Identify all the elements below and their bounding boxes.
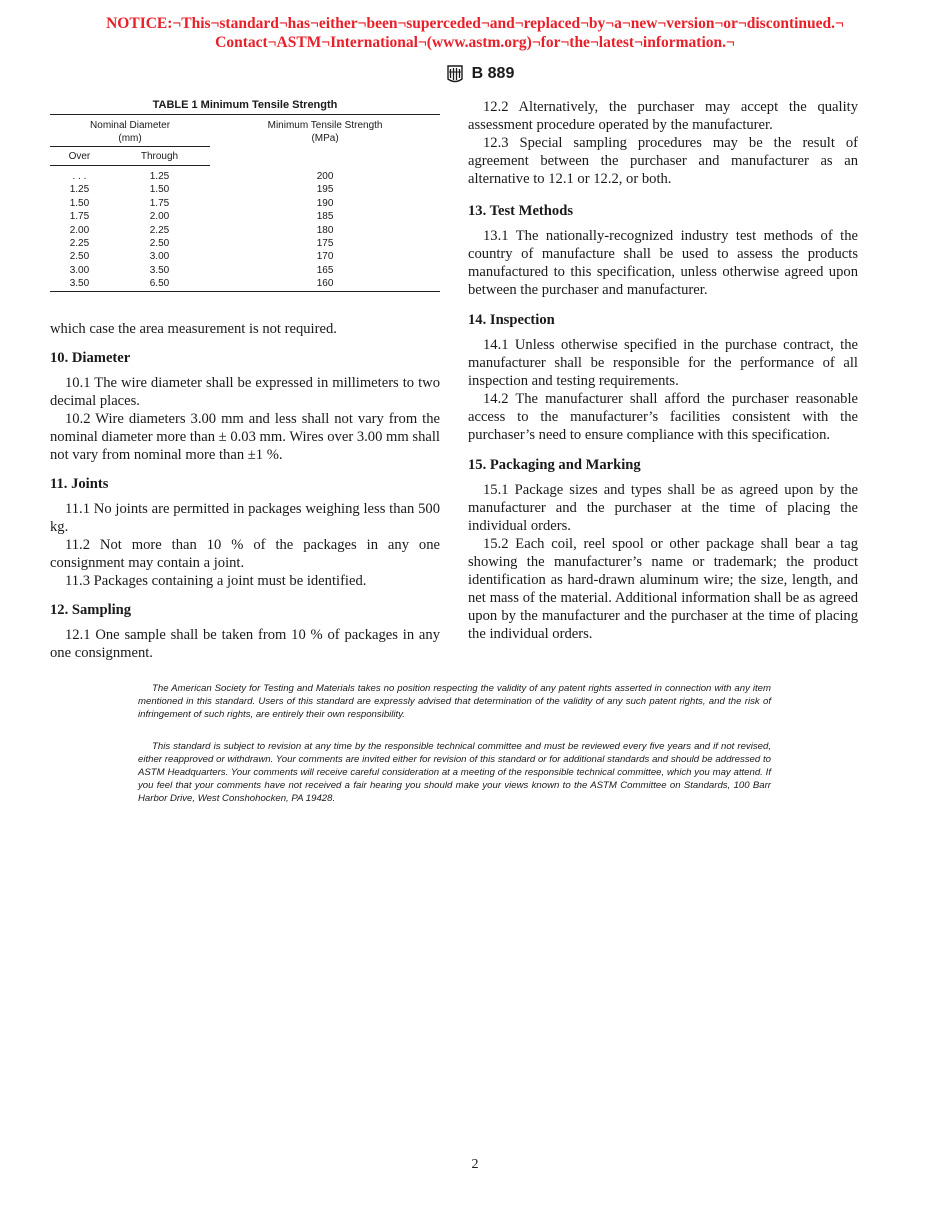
strength-cell: 185	[316, 211, 334, 223]
section-14-heading: 14. Inspection	[468, 312, 555, 328]
right-column	[468, 98, 858, 643]
standard-designation: B 889	[471, 65, 515, 82]
strength-cell: 165	[316, 264, 334, 276]
left-column	[50, 96, 440, 662]
through-cell: 2.50	[149, 237, 170, 249]
table-row	[50, 264, 440, 277]
through-cell: 2.00	[149, 211, 170, 223]
over-cell: 1.25	[69, 184, 90, 196]
strength-cell: 160	[210, 277, 440, 292]
table-row	[50, 183, 440, 196]
section-12-heading: 12. Sampling	[50, 602, 132, 619]
strength-cell: 180	[316, 224, 334, 236]
over-cell: 3.00	[69, 264, 90, 276]
paragraph-14-2: 14.2 The manufacturer shall afford the purchaser reasonable access to the manufacturer’s facilities consistent with the purchaser’s need to ensure compliance with this specification.	[468, 391, 858, 443]
through-cell: 1.50	[149, 184, 170, 196]
footnotes	[138, 682, 771, 806]
paragraph-12-1: 12.1 One sample shall be taken from 10 % of packages in any one consignment.	[50, 627, 440, 662]
astm-logo-icon	[444, 63, 466, 85]
paragraph-11-3: 11.3 Packages containing a joint must be identified.	[65, 573, 367, 590]
strength-cell: 170	[316, 251, 334, 263]
tensile-table	[50, 114, 440, 292]
notice-line-1: NOTICE:¬This¬standard¬has¬either¬been¬superceded¬and¬replaced¬by¬a¬new¬version¬or¬discontinued.¬	[106, 15, 844, 32]
over-header: Over	[50, 146, 109, 165]
through-cell: 1.25	[149, 170, 170, 182]
paragraph-11-1: 11.1 No joints are permitted in packages weighing less than 500 kg.	[50, 501, 440, 536]
over-cell: 2.25	[69, 237, 90, 249]
patent-footnote: The American Society for Testing and Materials takes no position respecting the validity of any patent rights asserted in connection with any item mentioned in this standard. Users of this standard are expressly advised that determination of the validity of any such patent rights, and the risk of infringement of such rights, are entirely their own responsibility.	[138, 683, 771, 721]
table-row	[50, 210, 440, 223]
nominal-diameter-header: Nominal Diameter (mm)	[50, 115, 210, 147]
section-13-heading: 13. Test Methods	[468, 203, 574, 219]
notice-banner	[0, 14, 950, 52]
over-cell: 2.50	[69, 251, 90, 263]
over-cell: 1.75	[69, 211, 90, 223]
page-header	[0, 63, 950, 90]
strength-cell: 195	[316, 184, 334, 196]
paragraph-13-1: 13.1 The nationally-recognized industry test methods of the country of manufacture shall be used to assess the products manufactured to this specification, unless otherwise agreed upon between the purchaser and manufacturer.	[468, 228, 858, 298]
tensile-strength-header: Minimum Tensile Strength (MPa)	[210, 115, 440, 166]
paragraph-15-1: 15.1 Package sizes and types shall be as agreed upon by the manufacturer and the purchaser at the time of placing the individual orders.	[468, 482, 858, 534]
section-11-heading: 11. Joints	[50, 476, 109, 493]
through-cell: 3.50	[149, 264, 170, 276]
paragraph-15-2: 15.2 Each coil, reel spool or other package shall bear a tag showing the manufacturer’s name or trademark; the product identification as hard-drawn aluminum wire; the size, length, and net mass of the material. Additional information shall be as agreed upon by the manufacturer and the purchaser at the time of placing the individual orders.	[468, 536, 858, 642]
paragraph-12-3: 12.3 Special sampling procedures may be the result of agreement between the purchaser and manufacturer as an alternative to 12.1 or 12.2, or both.	[468, 135, 858, 187]
through-cell: 2.25	[149, 224, 170, 236]
table-row	[50, 197, 440, 210]
page-number: 2	[471, 1157, 479, 1172]
table-row	[50, 237, 440, 250]
through-cell: 3.00	[149, 251, 170, 263]
through-cell: 6.50	[109, 277, 210, 292]
through-header: Through	[109, 146, 210, 165]
over-cell: 2.00	[69, 224, 90, 236]
strength-cell: 190	[316, 197, 334, 209]
paragraph-10-2: 10.2 Wire diameters 3.00 mm and less shall not vary from the nominal diameter more than ± 0.03 mm. Wires over 3.00 mm shall not vary from nominal more than ±1 %.	[50, 411, 440, 464]
paragraph-12-2: 12.2 Alternatively, the purchaser may accept the quality assessment procedure operated by the manufacturer.	[468, 99, 858, 133]
through-cell: 1.75	[149, 197, 170, 209]
continued-paragraph: which case the area measurement is not required.	[50, 321, 337, 338]
table-row	[50, 223, 440, 236]
strength-cell: 200	[316, 170, 334, 182]
table-title: TABLE 1 Minimum Tensile Strength	[152, 99, 338, 111]
section-10-heading: 10. Diameter	[50, 350, 131, 367]
table-row	[50, 250, 440, 263]
revision-footnote: This standard is subject to revision at any time by the responsible technical committee and must be reviewed every five years and if not revised, either reapproved or withdrawn. Your comments are invited either for revision of this standard or for additional standards and should be addressed to ASTM Headquarters. Your comments will receive careful consideration at a meeting of the responsible technical committee, which you may attend. If you feel that your comments have not received a fair hearing you should make your views known to the ASTM Committee on Standards, 100 Barr Harbor Drive, West Conshohocken, PA 19428.	[138, 740, 771, 805]
over-cell: 1.50	[69, 197, 90, 209]
table-1	[50, 96, 440, 292]
over-cell: 3.50	[50, 277, 109, 292]
notice-line-2: Contact¬ASTM¬International¬(www.astm.org)¬for¬the¬latest¬information.¬	[215, 34, 735, 51]
over-cell: . . .	[72, 170, 87, 182]
table-row	[50, 165, 440, 183]
strength-cell: 175	[316, 237, 334, 249]
table-row	[50, 277, 440, 292]
paragraph-10-1: 10.1 The wire diameter shall be expressed in millimeters to two decimal places.	[50, 375, 440, 410]
paragraph-14-1: 14.1 Unless otherwise specified in the purchase contract, the manufacturer shall be responsible for the performance of all inspection and testing requirements.	[468, 337, 858, 389]
section-15-heading: 15. Packaging and Marking	[468, 457, 641, 473]
paragraph-11-2: 11.2 Not more than 10 % of the packages in any one consignment may contain a joint.	[50, 537, 440, 572]
